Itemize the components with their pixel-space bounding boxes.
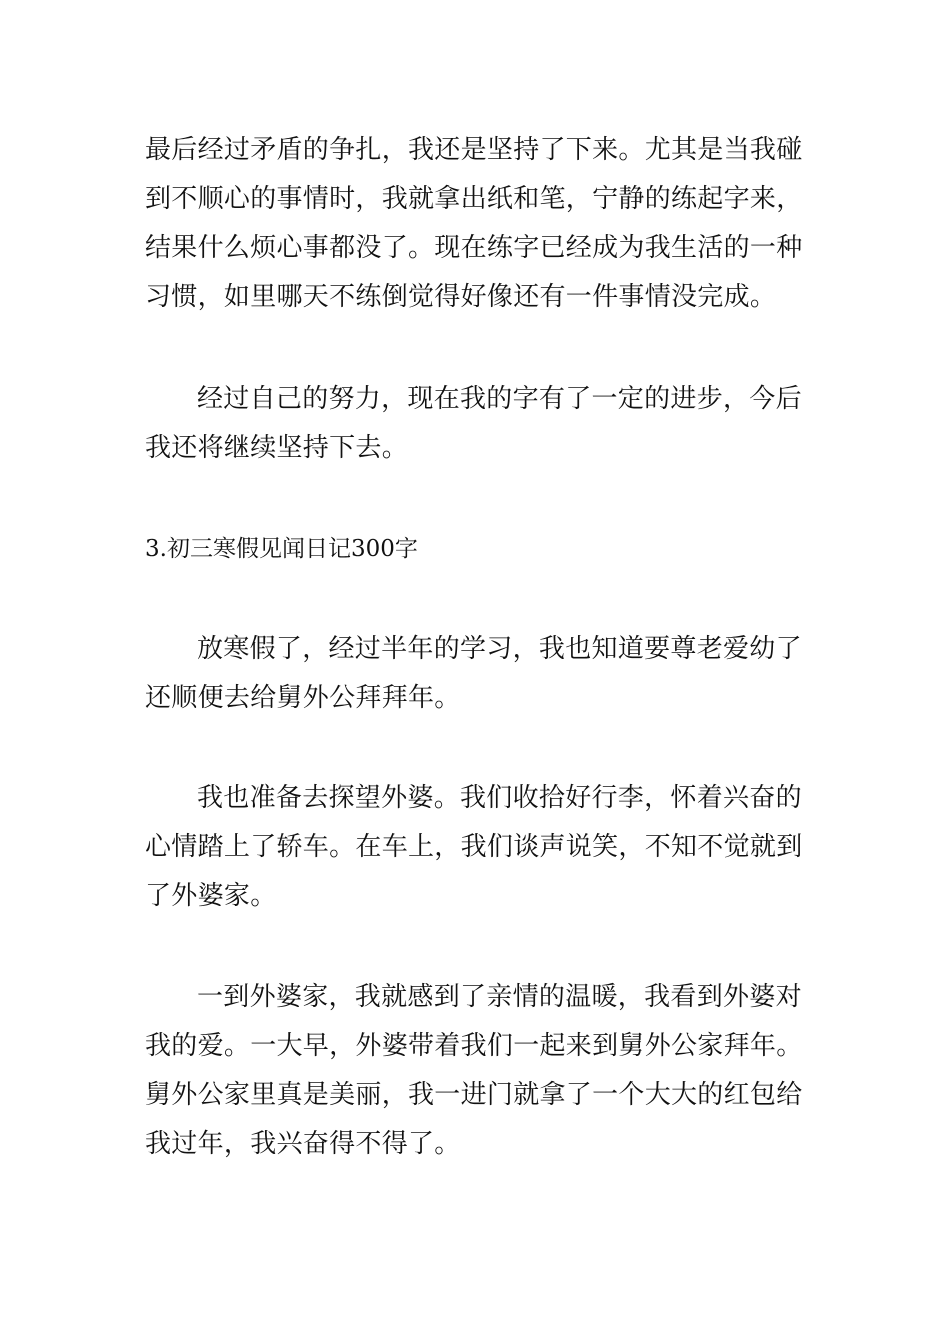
text-line: 放寒假了，经过半年的学习，我也知道要尊老爱幼了 (197, 634, 802, 664)
text-line: 最后经过矛盾的争扎，我还是坚持了下来。尤其是当我碰 (145, 135, 803, 165)
paragraph-progress (145, 375, 815, 473)
text-line: 心情踏上了轿车。在车上，我们谈声说笑，不知不觉就到 (145, 832, 803, 862)
text-line: 我的爱。一大早，外婆带着我们一起来到舅外公家拜年。 (145, 1031, 803, 1061)
text-line: 我过年，我兴奋得不得了。 (145, 1129, 461, 1159)
paragraph-practice-persistence (145, 126, 815, 322)
text-line: 我也准备去探望外婆。我们收拾好行李，怀着兴奋的 (197, 783, 802, 813)
text-line: 还顺便去给舅外公拜拜年。 (145, 683, 461, 713)
text-line: 我还将继续坚持下去。 (145, 433, 409, 463)
paragraph-visit-grandma (145, 774, 815, 921)
text-line: 习惯，如里哪天不练倒觉得好像还有一件事情没完成。 (145, 282, 777, 312)
text-line: 经过自己的努力，现在我的字有了一定的进步，今后 (197, 384, 802, 414)
paragraph-family-warmth (145, 973, 815, 1169)
text-line: 结果什么烦心事都没了。现在练字已经成为我生活的一种 (145, 233, 803, 263)
text-line: 了外婆家。 (145, 881, 277, 911)
text-line: 一到外婆家，我就感到了亲情的温暖，我看到外婆对 (197, 982, 802, 1012)
paragraph-winter-break (145, 625, 815, 723)
text-line: 到不顺心的事情时，我就拿出纸和笔，宁静的练起字来， (145, 184, 803, 214)
text-line: 舅外公家里真是美丽，我一进门就拿了一个大大的红包给 (145, 1080, 803, 1110)
section-heading: 3.初三寒假见闻日记300字 (145, 536, 418, 562)
